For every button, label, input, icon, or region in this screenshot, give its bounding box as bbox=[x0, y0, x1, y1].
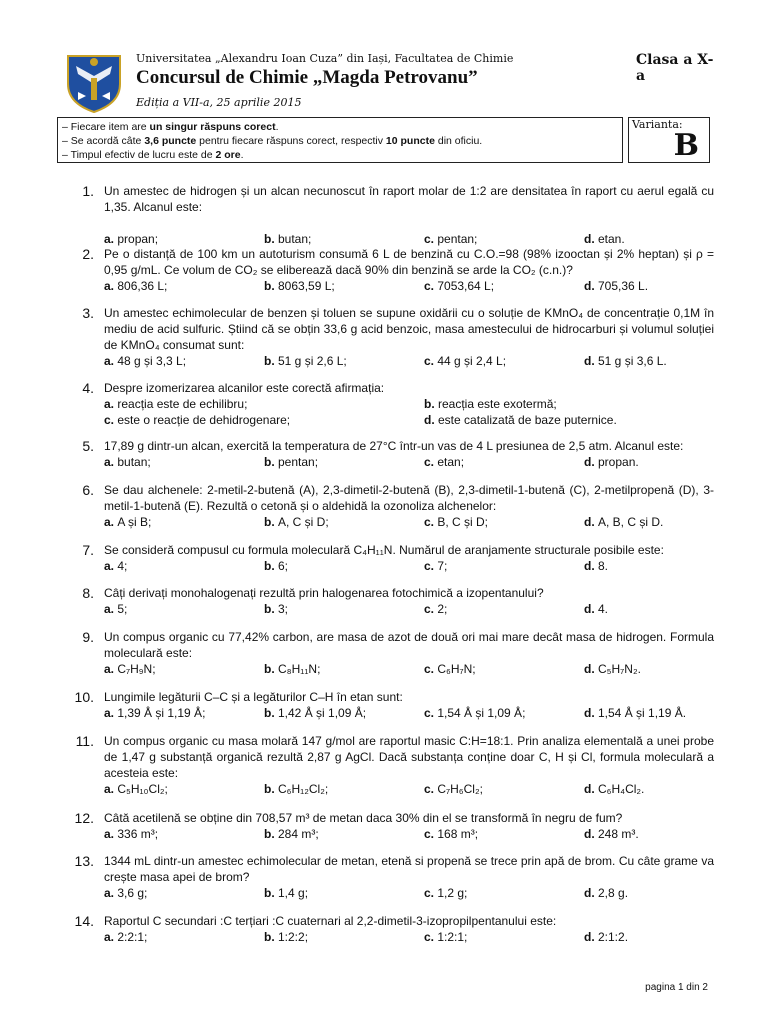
question-text: Pe o distanță de 100 km un autoturism consumă 6 L de benzină cu C.O.=98 (98% izooctan și 2% heptan) și ρ = 0,95 g/mL. Ce volum de CO₂ se eliberează dacă 90% din benzină se arde la CO₂ (c.n.)? bbox=[104, 247, 714, 277]
answer-option-c[interactable]: c. 1:2:1; bbox=[424, 930, 468, 944]
answer-option-b[interactable]: b. C₈H₁₁N; bbox=[264, 662, 321, 676]
answer-option-a[interactable]: a. A și B; bbox=[104, 515, 152, 529]
rules-box bbox=[57, 117, 623, 163]
answer-option-d[interactable]: d. propan. bbox=[584, 455, 639, 469]
question-number: 11. bbox=[75, 733, 94, 749]
answer-option-c[interactable]: c. etan; bbox=[424, 455, 465, 469]
question-number: 7. bbox=[82, 542, 94, 558]
question-number: 6. bbox=[82, 482, 94, 498]
university-crest-icon bbox=[64, 50, 124, 114]
answer-option-a[interactable]: a. propan; bbox=[104, 232, 159, 246]
answer-option-d[interactable]: d. C₆H₄Cl₂. bbox=[584, 782, 645, 796]
page-number: pagina 1 din 2 bbox=[645, 982, 708, 993]
answer-option-d[interactable]: d. 51 g și 3,6 L. bbox=[584, 354, 667, 368]
answer-option-c[interactable]: c. 7053,64 L; bbox=[424, 279, 495, 293]
answer-option-a[interactable]: a. butan; bbox=[104, 455, 151, 469]
answer-option-d[interactable]: d. 1,54 Å și 1,19 Å. bbox=[584, 706, 687, 720]
edition: Ediția a VII-a, 25 aprilie 2015 bbox=[136, 96, 302, 109]
question-number: 10. bbox=[74, 689, 94, 705]
answer-option-d[interactable]: d. 248 m³. bbox=[584, 827, 639, 841]
answer-option-a[interactable]: a. reacția este de echilibru; bbox=[104, 397, 248, 411]
answer-option-d[interactable]: d. 2:1:2. bbox=[584, 930, 629, 944]
question-number: 3. bbox=[82, 305, 94, 321]
answer-option-d[interactable]: d. etan. bbox=[584, 232, 625, 246]
question-number: 9. bbox=[82, 629, 94, 645]
answer-option-c[interactable]: c. 2; bbox=[424, 602, 448, 616]
question-text: Un compus organic cu masa molară 147 g/mol are raportul masic C:H=18:1. Prin analiza elementală a unei probe de 1,47 g substanță organică rezultă 2,87 g AgCl. Dacă substanța conține doar C, H și Cl, formula moleculară a acesteia este: bbox=[104, 734, 714, 780]
answer-option-a[interactable]: a. 3,6 g; bbox=[104, 886, 148, 900]
answer-option-d[interactable]: d. 4. bbox=[584, 602, 609, 616]
answer-option-c[interactable]: c. pentan; bbox=[424, 232, 478, 246]
answer-option-b[interactable]: b. 1:2:2; bbox=[264, 930, 309, 944]
answer-option-b[interactable]: b. butan; bbox=[264, 232, 312, 246]
variant-box bbox=[628, 117, 710, 163]
contest-title: Concursul de Chimie „Magda Petrovanu” bbox=[136, 67, 478, 88]
answer-option-d[interactable]: d. A, B, C și D. bbox=[584, 515, 664, 529]
answer-option-d[interactable]: d. 705,36 L. bbox=[584, 279, 649, 293]
answer-option-a[interactable]: a. 4; bbox=[104, 559, 128, 573]
answer-option-b[interactable]: b. 3; bbox=[264, 602, 289, 616]
answer-option-b[interactable]: b. 284 m³; bbox=[264, 827, 319, 841]
question-text: 17,89 g dintr-un alcan, exercită la temperatura de 27°C într-un vas de 4 L presiunea de 2,5 atm. Alcanul este: bbox=[104, 439, 684, 453]
answer-option-a[interactable]: a. 336 m³; bbox=[104, 827, 159, 841]
answer-option-b[interactable]: b. A, C și D; bbox=[264, 515, 329, 529]
answer-option-b[interactable]: b. 6; bbox=[264, 559, 289, 573]
answer-option-b[interactable]: b. 51 g și 2,6 L; bbox=[264, 354, 347, 368]
question-text: Raportul C secundari :C terțiari :C cuaternari al 2,2-dimetil-3-izopropilpentanului este: bbox=[104, 914, 557, 928]
answer-option-a[interactable]: a. 806,36 L; bbox=[104, 279, 168, 293]
question-number: 12. bbox=[74, 810, 94, 826]
question-text: Despre izomerizarea alcanilor este corectă afirmația: bbox=[104, 381, 385, 395]
answer-option-c[interactable]: c. este o reacție de dehidrogenare; bbox=[104, 413, 291, 427]
answer-option-a[interactable]: a. C₅H₁₀Cl₂; bbox=[104, 782, 168, 796]
answer-option-a[interactable]: a. 48 g și 3,3 L; bbox=[104, 354, 187, 368]
answer-option-b[interactable]: b. 1,42 Å și 1,09 Å; bbox=[264, 706, 367, 720]
question-text: Se dau alchenele: 2-metil-2-butenă (A), 2,3-dimetil-2-butenă (B), 2,3-dimetil-1-butenă (C), 2-metilpropenă (D), 3-metil-1-butenă (E). Rezultă o cetonă și o aldehidă la ozonoliza alchenelor: bbox=[104, 483, 714, 513]
header bbox=[64, 50, 714, 114]
answer-option-c[interactable]: c. 168 m³; bbox=[424, 827, 479, 841]
answer-option-c[interactable]: c. 1,54 Å și 1,09 Å; bbox=[424, 706, 526, 720]
answer-option-b[interactable]: b. reacția este exotermă; bbox=[424, 397, 557, 411]
answer-option-d[interactable]: d. este catalizată de baze puternice. bbox=[424, 413, 617, 427]
answer-option-a[interactable]: a. C₇H₉N; bbox=[104, 662, 156, 676]
rule-3: – Timpul efectiv de lucru este de 2 ore. bbox=[62, 149, 244, 161]
answer-option-c[interactable]: c. 7; bbox=[424, 559, 448, 573]
variant-value: B bbox=[673, 128, 699, 163]
question-number: 8. bbox=[82, 585, 94, 601]
answer-option-c[interactable]: c. 44 g și 2,4 L; bbox=[424, 354, 507, 368]
rule-2: – Se acordă câte 3,6 puncte pentru fiecare răspuns corect, respectiv 10 puncte din oficiu. bbox=[62, 135, 483, 147]
question-number: 13. bbox=[74, 853, 94, 869]
question-number: 14. bbox=[74, 913, 94, 929]
question-text: Câtă acetilenă se obține din 708,57 m³ de metan daca 30% din el se transformă în negru de fum? bbox=[104, 811, 623, 825]
question-text: Câți derivați monohalogenați rezultă prin halogenarea fotochimică a izopentanului? bbox=[104, 586, 544, 600]
grade: Clasa a X-a bbox=[636, 52, 714, 84]
answer-option-c[interactable]: c. 1,2 g; bbox=[424, 886, 468, 900]
answer-option-a[interactable]: a. 2:2:1; bbox=[104, 930, 148, 944]
question-text: Se consideră compusul cu formula moleculară C₄H₁₁N. Numărul de aranjamente structurale posibile este: bbox=[104, 543, 664, 557]
question-number: 4. bbox=[82, 380, 94, 396]
answer-option-c[interactable]: c. C₇H₆Cl₂; bbox=[424, 782, 483, 796]
question-text: Un compus organic cu 77,42% carbon, are masa de azot de două ori mai mare decât masa de hidrogen. Formula moleculară este: bbox=[104, 630, 714, 660]
answer-option-a[interactable]: a. 1,39 Å și 1,19 Å; bbox=[104, 706, 206, 720]
question-number: 2. bbox=[82, 246, 94, 262]
answer-option-d[interactable]: d. 8. bbox=[584, 559, 609, 573]
university-name: Universitatea „Alexandru Ioan Cuza” din Iași, Facultatea de Chimie bbox=[136, 52, 514, 65]
answer-option-b[interactable]: b. 1,4 g; bbox=[264, 886, 309, 900]
question-text: 1344 mL dintr-un amestec echimolecular de metan, etenă si propenă se trece prin apă de brom. Cu câte grame va crește masa apei de brom? bbox=[104, 854, 714, 884]
answer-option-a[interactable]: a. 5; bbox=[104, 602, 128, 616]
answer-option-b[interactable]: b. 8063,59 L; bbox=[264, 279, 335, 293]
question-text: Un amestec de hidrogen și un alcan necunoscut în raport molar de 1:2 are densitatea în raport cu aerul egală cu 1,35. Alcanul este: bbox=[104, 184, 714, 214]
answer-option-b[interactable]: b. pentan; bbox=[264, 455, 319, 469]
answer-option-c[interactable]: c. B, C și D; bbox=[424, 515, 489, 529]
rule-1: – Fiecare item are un singur răspuns corect. bbox=[62, 121, 279, 133]
question-text: Lungimile legăturii C–C și a legăturilor C–H în etan sunt: bbox=[104, 690, 403, 704]
answer-option-d[interactable]: d. 2,8 g. bbox=[584, 886, 629, 900]
answer-option-d[interactable]: d. C₅H₇N₂. bbox=[584, 662, 641, 676]
variant-label: Varianta: bbox=[632, 118, 683, 131]
answer-option-b[interactable]: b. C₆H₁₂Cl₂; bbox=[264, 782, 329, 796]
question-number: 5. bbox=[82, 438, 94, 454]
question-text: Un amestec echimolecular de benzen și toluen se supune oxidării cu o soluție de KMnO₄ de concentrație 0,1M în mediu de acid sulfuric. Știind că se obțin 33,6 g acid benzoic, masa amestecului de hidrocarburi și volumul soluției de KMnO₄ consumat sunt: bbox=[104, 306, 714, 352]
question-number: 1. bbox=[82, 183, 94, 199]
answer-option-c[interactable]: c. C₆H₇N; bbox=[424, 662, 476, 676]
